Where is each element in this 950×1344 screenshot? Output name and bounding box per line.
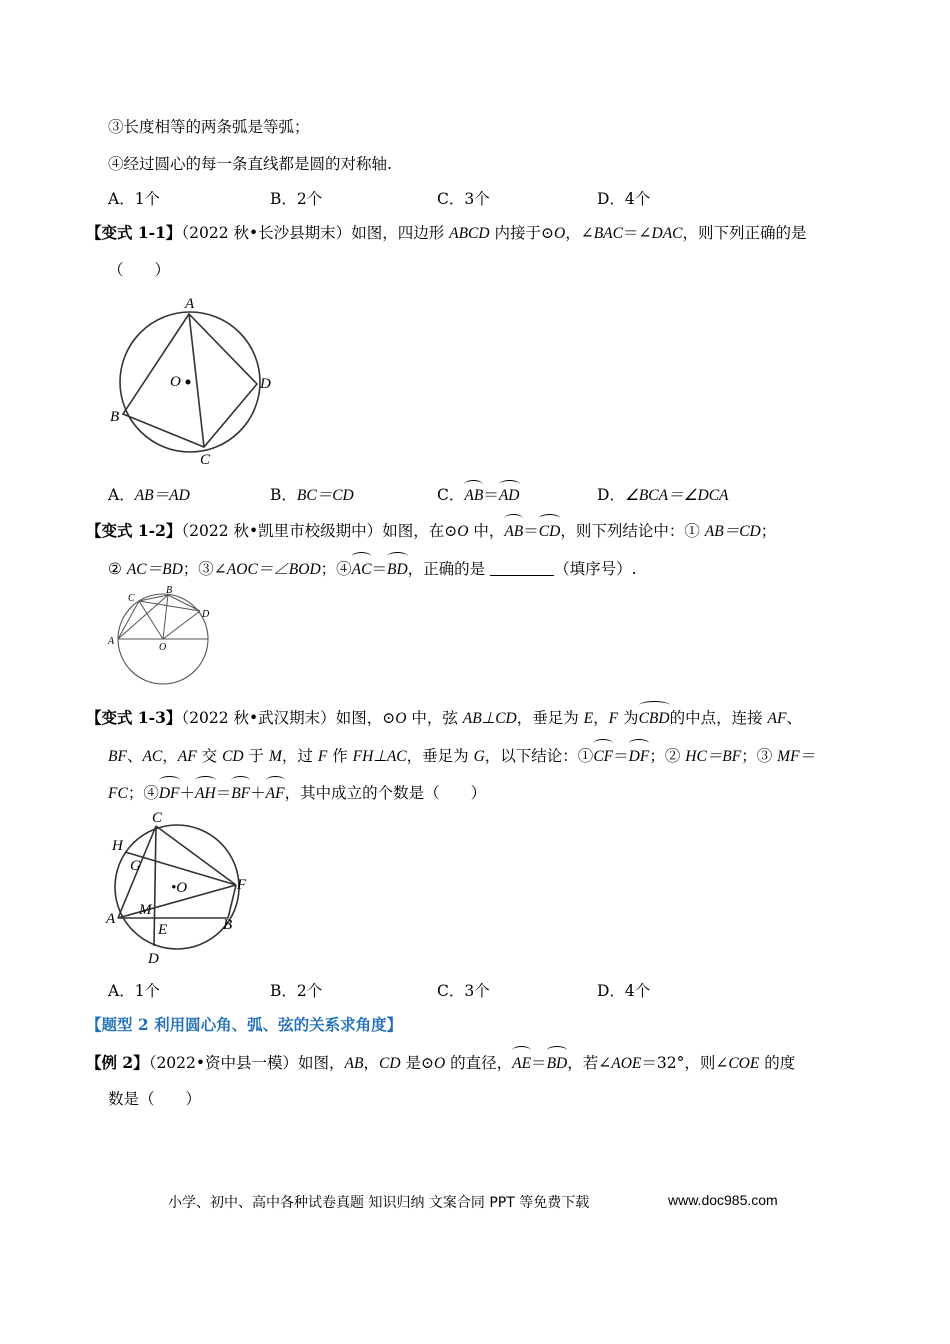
v13-segment-cf	[156, 826, 236, 885]
v13-mf: MF＝	[777, 748, 816, 765]
v13-text: ；③	[741, 747, 778, 765]
statement-4: ④经过圆心的每一条直线都是圆的对称轴.	[108, 155, 392, 173]
ex2-coe: COE	[728, 1055, 760, 1072]
plus: ＋	[250, 784, 266, 802]
v12-label-d: D	[202, 609, 210, 620]
ex2-text: 是⊙	[400, 1054, 434, 1072]
v13-g: G	[473, 748, 485, 765]
v13-hc-eq-bf: HC＝BF	[685, 748, 742, 765]
v13-text: 于	[243, 747, 269, 765]
v13-option-d: D．4个	[597, 982, 651, 1000]
v11-text: ，∠	[565, 224, 594, 242]
v13-text: 交	[196, 747, 223, 765]
v11-tag: 【变式 1-1】	[86, 223, 182, 242]
option-letter: B．	[270, 486, 297, 504]
arc-ac: AC	[352, 556, 372, 581]
equals: ＝	[613, 747, 629, 765]
v12-text: ；④	[320, 560, 352, 578]
arc-af: AF	[266, 780, 285, 805]
v13-label-a: A	[106, 911, 116, 927]
v13-label-e: E	[158, 922, 168, 938]
statement-3: ③长度相等的两条弧是等弧；	[108, 118, 310, 136]
v12-label-o: O	[159, 642, 167, 653]
section-heading-type2: 【题型 2 利用圆心角、弧、弦的关系求角度】	[86, 1015, 403, 1034]
v11-diagonal-ac	[189, 314, 204, 447]
v13-text: 、	[126, 747, 143, 765]
v13-text: ；④	[127, 784, 159, 802]
v11-label-d: D	[260, 376, 271, 392]
v12-text: ；	[760, 522, 777, 540]
v13-af: AF	[767, 710, 787, 727]
v13-text: ，其中成立的个数是（ ）	[284, 784, 487, 802]
v12-radius	[163, 611, 200, 639]
v13-figure	[104, 808, 264, 968]
v11-label-b: B	[110, 409, 120, 425]
arc-ab: AB	[504, 518, 523, 543]
v13-text: 的中点，连接	[669, 709, 768, 727]
arc-df: DF	[159, 780, 180, 805]
equals: ＝	[531, 1054, 547, 1072]
arc-cd: CD	[539, 518, 561, 543]
v11-abcd: ABCD	[449, 225, 490, 242]
option-letter: A．	[108, 486, 135, 504]
v13-label-c: C	[152, 810, 163, 826]
v12-label-c: C	[128, 593, 135, 604]
v13-bf: BF	[108, 748, 127, 765]
option-letter: C．	[437, 486, 465, 504]
v13-text: 如图，⊙	[335, 709, 396, 727]
ex2-ab: AB	[344, 1055, 364, 1072]
v12-text: ②	[108, 560, 127, 578]
v12-source: （2022 秋•凯里市校级期中）	[181, 522, 383, 540]
v13-option-c: C．3个	[437, 982, 490, 1000]
v12-conclusion-2: AC＝BD	[126, 561, 183, 578]
v11-question-line1	[86, 222, 807, 245]
v12-tag: 【变式 1-2】	[86, 521, 182, 540]
ex2-question-line2: 数是（ ）	[108, 1090, 202, 1108]
ex2-text: 的直径，	[445, 1054, 513, 1072]
v13-chord-cd	[154, 826, 156, 946]
v13-e: E	[583, 710, 594, 727]
equals: ＝	[483, 486, 499, 504]
option-value: ∠BCA＝∠DCA	[624, 487, 729, 504]
v13-label-m: M	[139, 902, 152, 918]
v12-o: O	[457, 523, 469, 540]
v11-option-b	[270, 483, 354, 505]
arc-cf: CF	[593, 743, 613, 768]
v13-o: O	[395, 710, 407, 727]
ex2-text: 的度	[759, 1054, 796, 1072]
v11-option-d	[597, 483, 729, 505]
v13-ab-perp-cd: AB⊥CD	[462, 710, 517, 727]
v13-text: ，以下结论：①	[484, 747, 594, 765]
option-value: AB＝AD	[134, 487, 190, 504]
ex2-text: ，若∠	[567, 1054, 612, 1072]
v13-cd: CD	[222, 748, 244, 765]
v11-label-a: A	[185, 296, 195, 312]
arc-bf: BF	[231, 780, 250, 805]
v11-option-c	[437, 483, 520, 505]
v13-question-line3	[108, 780, 486, 805]
v13-source: （2022 秋•武汉期末）	[181, 709, 336, 727]
v11-label-c: C	[200, 452, 211, 468]
v13-f: F	[317, 748, 328, 765]
v12-text: ，则下列结论中：①	[560, 522, 705, 540]
v11-label-o: O	[170, 374, 181, 390]
ex2-question-line1	[86, 1050, 795, 1075]
arc-ab: AB	[464, 484, 483, 505]
v12-text: 中，	[468, 522, 505, 540]
v12-text: 如图，在⊙	[382, 522, 458, 540]
v13-label-h: H	[112, 838, 123, 854]
arc-ad: AD	[499, 484, 520, 505]
v12-text: ；③∠	[182, 560, 227, 578]
ex2-text: ，	[363, 1054, 379, 1072]
v13-text: ，垂足为	[406, 747, 474, 765]
v13-f: F	[608, 710, 619, 727]
v12-question-line1	[86, 518, 776, 543]
option-value: BC＝CD	[296, 487, 354, 504]
v11-text: ＝∠	[623, 224, 652, 242]
v13-fh-perp-ac: FH⊥AC	[352, 748, 407, 765]
equals: ＝	[371, 560, 387, 578]
v11-text: 内接于⊙	[489, 224, 555, 242]
v13-label-b: B	[223, 917, 233, 933]
v13-text: 作	[327, 747, 353, 765]
option-letter: D．	[597, 486, 625, 504]
v13-m: M	[268, 748, 282, 765]
v13-ac: AC	[142, 748, 163, 765]
equals: ＝	[523, 522, 539, 540]
v13-text: ，	[593, 709, 609, 727]
v13-question-line2	[108, 743, 815, 768]
v12-radius	[163, 595, 168, 639]
v13-af: AF	[177, 748, 197, 765]
v13-label-g: G	[130, 858, 141, 874]
q0-option-b: B．2个	[270, 190, 323, 208]
v12-figure	[104, 585, 214, 685]
q0-option-a: A．1个	[108, 190, 161, 208]
v13-option-a: A．1个	[108, 982, 161, 1000]
v13-text: ，垂足为	[516, 709, 584, 727]
ex2-aoe: AOE	[611, 1055, 642, 1072]
v12-text: （填序号）.	[554, 560, 637, 578]
v11-o: O	[554, 225, 566, 242]
equals: ＝	[215, 784, 232, 802]
v11-answer-paren: （ ）	[108, 261, 171, 279]
footer-url[interactable]: www.doc985.com	[668, 1192, 778, 1208]
v13-text: ，过	[281, 747, 318, 765]
v13-text: ；②	[649, 747, 686, 765]
v11-figure	[104, 290, 284, 470]
v13-question-line1	[86, 705, 802, 730]
v13-text: 中，弦	[406, 709, 463, 727]
v13-label-d: D	[148, 951, 159, 967]
arc-bd: BD	[387, 556, 408, 581]
v12-conclusion-3: AOC＝∠BOD	[226, 561, 321, 578]
v13-text: ，	[162, 747, 178, 765]
v11-source: （2022 秋•长沙县期末）	[181, 224, 352, 242]
ex2-cd: CD	[379, 1055, 401, 1072]
v12-question-line2	[108, 556, 637, 581]
ex2-o: O	[433, 1055, 446, 1072]
v12-chord	[118, 601, 139, 639]
arc-df: DF	[629, 743, 650, 768]
v13-fc: FC	[108, 785, 128, 802]
v12-radius	[139, 601, 163, 639]
arc-ah: AH	[195, 780, 216, 805]
footer-text: 小学、初中、高中各种试卷真题 知识归纳 文案合同 PPT 等免费下载	[168, 1195, 590, 1211]
v12-conclusion-1: AB＝CD	[704, 523, 761, 540]
v13-option-b: B．2个	[270, 982, 323, 1000]
v13-tag: 【变式 1-3】	[86, 708, 182, 727]
v13-label-o: •O	[171, 880, 188, 896]
ex2-text: 如图，	[298, 1054, 345, 1072]
arc-bd: BD	[547, 1050, 568, 1075]
v11-text: 如图，四边形	[351, 224, 450, 242]
v12-label-b: B	[166, 585, 173, 596]
plus: ＋	[179, 784, 196, 802]
answer-blank[interactable]	[490, 559, 554, 576]
v11-dac: DAC	[651, 225, 683, 242]
ex2-tag: 【例 2】	[86, 1053, 149, 1072]
ex2-text: ＝32°，则∠	[641, 1054, 729, 1072]
v13-label-f: F	[237, 877, 247, 893]
v11-option-a	[108, 483, 190, 505]
arc-ae: AE	[512, 1050, 531, 1075]
v11-bac: BAC	[593, 225, 623, 242]
q0-option-d: D．4个	[597, 190, 651, 208]
v13-segment-bf	[228, 885, 236, 918]
q0-option-c: C．3个	[437, 190, 490, 208]
v11-center-dot	[186, 380, 191, 385]
v12-text: ，正确的是	[407, 560, 491, 578]
arc-cbd: CBD	[639, 705, 670, 730]
ex2-source: （2022•资中县一模）	[148, 1054, 299, 1072]
v12-label-a: A	[108, 636, 115, 647]
v11-text: ，则下列正确的是	[682, 224, 807, 242]
v13-text: 为	[618, 709, 639, 727]
v13-text: 、	[786, 709, 802, 727]
